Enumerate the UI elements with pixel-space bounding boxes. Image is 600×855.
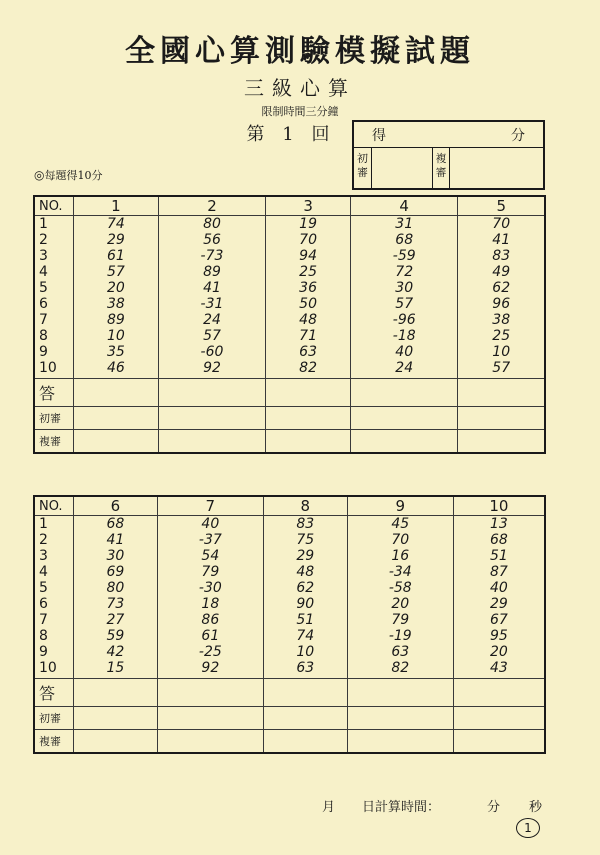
second-check-row bbox=[34, 430, 545, 454]
second-check-label: 複審 bbox=[34, 730, 74, 754]
number-row bbox=[34, 580, 545, 596]
problem-value: 74 bbox=[74, 216, 159, 233]
problem-value: 82 bbox=[347, 660, 453, 679]
second-review-label: 複審 bbox=[432, 148, 450, 190]
problem-value: 10 bbox=[74, 328, 159, 344]
problem-value: 59 bbox=[74, 628, 158, 644]
problem-value: 89 bbox=[74, 312, 159, 328]
first-check-cell[interactable] bbox=[266, 407, 351, 430]
second-check-label: 複審 bbox=[34, 430, 74, 454]
problem-value: 92 bbox=[158, 360, 265, 379]
answer-cell[interactable] bbox=[347, 679, 453, 707]
row-label: 8 bbox=[34, 328, 74, 344]
problem-value: 92 bbox=[157, 660, 263, 679]
problem-value: 36 bbox=[266, 280, 351, 296]
row-label: 8 bbox=[34, 628, 74, 644]
first-check-row bbox=[34, 707, 545, 730]
points-note bbox=[34, 167, 102, 183]
answer-label: 答 bbox=[34, 679, 74, 707]
problem-value: 57 bbox=[458, 360, 545, 379]
problem-value: 15 bbox=[74, 660, 158, 679]
problem-value: -30 bbox=[157, 580, 263, 596]
problem-value: -73 bbox=[158, 248, 265, 264]
row-label: 1 bbox=[34, 216, 74, 233]
row-label: 1 bbox=[34, 516, 74, 533]
first-check-cell[interactable] bbox=[350, 407, 457, 430]
number-row bbox=[34, 516, 545, 533]
first-review-label: 初審 bbox=[354, 148, 372, 190]
row-label: 10 bbox=[34, 660, 74, 679]
problem-value: 74 bbox=[263, 628, 347, 644]
problem-value: 79 bbox=[347, 612, 453, 628]
time-limit: 限制時間三分鐘 bbox=[261, 105, 339, 118]
problem-number: 7 bbox=[157, 496, 263, 516]
problem-value: -96 bbox=[350, 312, 457, 328]
answer-row bbox=[34, 379, 545, 407]
number-row bbox=[34, 644, 545, 660]
problem-number: 3 bbox=[266, 196, 351, 216]
problem-number: 8 bbox=[263, 496, 347, 516]
problem-value: 29 bbox=[74, 232, 159, 248]
points-text: 每題得10分 bbox=[44, 169, 103, 182]
page-number: 1 bbox=[516, 818, 540, 838]
problem-value: 68 bbox=[74, 516, 158, 533]
row-label: 3 bbox=[34, 248, 74, 264]
problem-value: 69 bbox=[74, 564, 158, 580]
row-label: 6 bbox=[34, 296, 74, 312]
row-label: 9 bbox=[34, 644, 74, 660]
problem-value: 25 bbox=[266, 264, 351, 280]
answer-cell[interactable] bbox=[74, 379, 159, 407]
answer-cell[interactable] bbox=[350, 379, 457, 407]
problem-number: 2 bbox=[158, 196, 265, 216]
answer-cell[interactable] bbox=[158, 379, 265, 407]
first-check-cell[interactable] bbox=[458, 407, 545, 430]
problem-value: 29 bbox=[263, 548, 347, 564]
problem-value: 24 bbox=[158, 312, 265, 328]
page-subtitle: 三級心算 bbox=[244, 76, 356, 100]
number-row bbox=[34, 296, 545, 312]
problem-value: 48 bbox=[266, 312, 351, 328]
footer-month: 月 bbox=[322, 800, 336, 815]
header-row bbox=[34, 496, 545, 516]
second-check-cell[interactable] bbox=[347, 730, 453, 754]
problem-value: 82 bbox=[266, 360, 351, 379]
problem-value: -34 bbox=[347, 564, 453, 580]
problem-value: 43 bbox=[453, 660, 545, 679]
problem-value: 62 bbox=[263, 580, 347, 596]
problem-value: 95 bbox=[453, 628, 545, 644]
problem-value: 70 bbox=[266, 232, 351, 248]
problem-value: 70 bbox=[347, 532, 453, 548]
problem-value: 70 bbox=[458, 216, 545, 233]
second-check-cell[interactable] bbox=[158, 430, 265, 454]
problem-value: 38 bbox=[458, 312, 545, 328]
footer-seconds: 秒 bbox=[529, 800, 543, 815]
first-check-cell[interactable] bbox=[157, 707, 263, 730]
problem-value: 35 bbox=[74, 344, 159, 360]
problem-value: 24 bbox=[350, 360, 457, 379]
problem-value: 83 bbox=[458, 248, 545, 264]
problem-value: 57 bbox=[350, 296, 457, 312]
problem-value: 49 bbox=[458, 264, 545, 280]
problem-value: 10 bbox=[458, 344, 545, 360]
problem-number: 6 bbox=[74, 496, 158, 516]
problem-value: -31 bbox=[158, 296, 265, 312]
second-check-cell[interactable] bbox=[453, 730, 545, 754]
no-header: NO. bbox=[34, 496, 74, 516]
number-row bbox=[34, 548, 545, 564]
answer-row bbox=[34, 679, 545, 707]
second-check-cell[interactable] bbox=[74, 730, 158, 754]
second-check-row bbox=[34, 730, 545, 754]
problem-number: 4 bbox=[350, 196, 457, 216]
row-label: 2 bbox=[34, 532, 74, 548]
row-label: 6 bbox=[34, 596, 74, 612]
problem-value: 48 bbox=[263, 564, 347, 580]
problem-value: 79 bbox=[157, 564, 263, 580]
score-row bbox=[354, 122, 543, 148]
page-title: 全國心算測驗模擬試題 bbox=[125, 34, 475, 69]
problem-value: 89 bbox=[158, 264, 265, 280]
problem-value: -60 bbox=[158, 344, 265, 360]
problem-value: 61 bbox=[74, 248, 159, 264]
footer-minutes: 分 bbox=[487, 800, 501, 815]
number-row bbox=[34, 216, 545, 233]
round-label: 第 1 回 bbox=[246, 124, 336, 145]
score-unit: 分 bbox=[511, 128, 525, 144]
answer-cell[interactable] bbox=[458, 379, 545, 407]
problem-value: 73 bbox=[74, 596, 158, 612]
row-label: 10 bbox=[34, 360, 74, 379]
problem-value: -25 bbox=[157, 644, 263, 660]
problem-value: 51 bbox=[263, 612, 347, 628]
header-row bbox=[34, 196, 545, 216]
row-label: 2 bbox=[34, 232, 74, 248]
number-row bbox=[34, 232, 545, 248]
problem-value: 13 bbox=[453, 516, 545, 533]
problem-value: 40 bbox=[453, 580, 545, 596]
first-check-label: 初審 bbox=[34, 407, 74, 430]
number-row bbox=[34, 532, 545, 548]
problem-value: 46 bbox=[74, 360, 159, 379]
problem-value: 30 bbox=[74, 548, 158, 564]
row-label: 7 bbox=[34, 312, 74, 328]
problem-value: 68 bbox=[350, 232, 457, 248]
bullet-icon: ◎ bbox=[34, 168, 45, 182]
problem-value: 80 bbox=[74, 580, 158, 596]
problem-value: 87 bbox=[453, 564, 545, 580]
problem-table-2 bbox=[33, 495, 546, 754]
problem-value: 20 bbox=[453, 644, 545, 660]
first-check-cell[interactable] bbox=[453, 707, 545, 730]
second-check-cell[interactable] bbox=[458, 430, 545, 454]
problem-value: 62 bbox=[458, 280, 545, 296]
problem-value: 71 bbox=[266, 328, 351, 344]
problem-value: 40 bbox=[350, 344, 457, 360]
row-label: 9 bbox=[34, 344, 74, 360]
problem-value: 67 bbox=[453, 612, 545, 628]
problem-value: 57 bbox=[74, 264, 159, 280]
problem-value: 51 bbox=[453, 548, 545, 564]
number-row bbox=[34, 564, 545, 580]
problem-number: 10 bbox=[453, 496, 545, 516]
problem-number: 1 bbox=[74, 196, 159, 216]
second-check-cell[interactable] bbox=[157, 730, 263, 754]
number-row bbox=[34, 328, 545, 344]
problem-value: 63 bbox=[263, 660, 347, 679]
problem-value: 19 bbox=[266, 216, 351, 233]
problem-value: 86 bbox=[157, 612, 263, 628]
number-row bbox=[34, 312, 545, 328]
row-label: 4 bbox=[34, 264, 74, 280]
number-row bbox=[34, 344, 545, 360]
answer-cell[interactable] bbox=[263, 679, 347, 707]
number-row bbox=[34, 596, 545, 612]
problem-value: 61 bbox=[157, 628, 263, 644]
problem-value: 27 bbox=[74, 612, 158, 628]
row-label: 7 bbox=[34, 612, 74, 628]
number-row bbox=[34, 660, 545, 679]
answer-cell[interactable] bbox=[157, 679, 263, 707]
problem-value: -18 bbox=[350, 328, 457, 344]
problem-value: 41 bbox=[74, 532, 158, 548]
problem-value: 94 bbox=[266, 248, 351, 264]
answer-cell[interactable] bbox=[453, 679, 545, 707]
second-check-cell[interactable] bbox=[263, 730, 347, 754]
problem-value: 31 bbox=[350, 216, 457, 233]
row-label: 5 bbox=[34, 580, 74, 596]
problem-value: 38 bbox=[74, 296, 159, 312]
problem-number: 5 bbox=[458, 196, 545, 216]
problem-value: 40 bbox=[157, 516, 263, 533]
number-row bbox=[34, 628, 545, 644]
row-label: 4 bbox=[34, 564, 74, 580]
problem-value: 30 bbox=[350, 280, 457, 296]
problem-value: 56 bbox=[158, 232, 265, 248]
number-row bbox=[34, 280, 545, 296]
problem-value: 41 bbox=[158, 280, 265, 296]
problem-value: -19 bbox=[347, 628, 453, 644]
second-check-cell[interactable] bbox=[266, 430, 351, 454]
problem-number: 9 bbox=[347, 496, 453, 516]
score-label: 得 bbox=[372, 128, 386, 144]
number-row bbox=[34, 612, 545, 628]
problem-value: 63 bbox=[347, 644, 453, 660]
answer-cell[interactable] bbox=[266, 379, 351, 407]
problem-value: -59 bbox=[350, 248, 457, 264]
first-check-cell[interactable] bbox=[74, 407, 159, 430]
first-check-cell[interactable] bbox=[158, 407, 265, 430]
problem-value: 90 bbox=[263, 596, 347, 612]
problem-value: 20 bbox=[74, 280, 159, 296]
no-header: NO. bbox=[34, 196, 74, 216]
problem-value: 10 bbox=[263, 644, 347, 660]
problem-value: 68 bbox=[453, 532, 545, 548]
row-label: 5 bbox=[34, 280, 74, 296]
problem-value: 54 bbox=[157, 548, 263, 564]
problem-value: 42 bbox=[74, 644, 158, 660]
problem-value: 50 bbox=[266, 296, 351, 312]
problem-value: 80 bbox=[158, 216, 265, 233]
problem-value: 41 bbox=[458, 232, 545, 248]
first-check-label: 初審 bbox=[34, 707, 74, 730]
answer-cell[interactable] bbox=[74, 679, 158, 707]
row-label: 3 bbox=[34, 548, 74, 564]
second-check-cell[interactable] bbox=[350, 430, 457, 454]
problem-value: 83 bbox=[263, 516, 347, 533]
problem-value: 57 bbox=[158, 328, 265, 344]
problem-table-1 bbox=[33, 195, 546, 454]
score-box bbox=[352, 120, 545, 190]
problem-value: 20 bbox=[347, 596, 453, 612]
problem-value: -37 bbox=[157, 532, 263, 548]
problem-value: 63 bbox=[266, 344, 351, 360]
second-check-cell[interactable] bbox=[74, 430, 159, 454]
problem-value: 29 bbox=[453, 596, 545, 612]
number-row bbox=[34, 360, 545, 379]
problem-value: -58 bbox=[347, 580, 453, 596]
number-row bbox=[34, 248, 545, 264]
first-check-cell[interactable] bbox=[347, 707, 453, 730]
problem-value: 75 bbox=[263, 532, 347, 548]
problem-value: 16 bbox=[347, 548, 453, 564]
problem-value: 45 bbox=[347, 516, 453, 533]
first-check-cell[interactable] bbox=[263, 707, 347, 730]
footer-day-time: 日計算時間： bbox=[362, 800, 441, 815]
problem-value: 18 bbox=[157, 596, 263, 612]
problem-value: 25 bbox=[458, 328, 545, 344]
answer-label: 答 bbox=[34, 379, 74, 407]
problem-value: 96 bbox=[458, 296, 545, 312]
number-row bbox=[34, 264, 545, 280]
first-check-row bbox=[34, 407, 545, 430]
problem-value: 72 bbox=[350, 264, 457, 280]
first-check-cell[interactable] bbox=[74, 707, 158, 730]
